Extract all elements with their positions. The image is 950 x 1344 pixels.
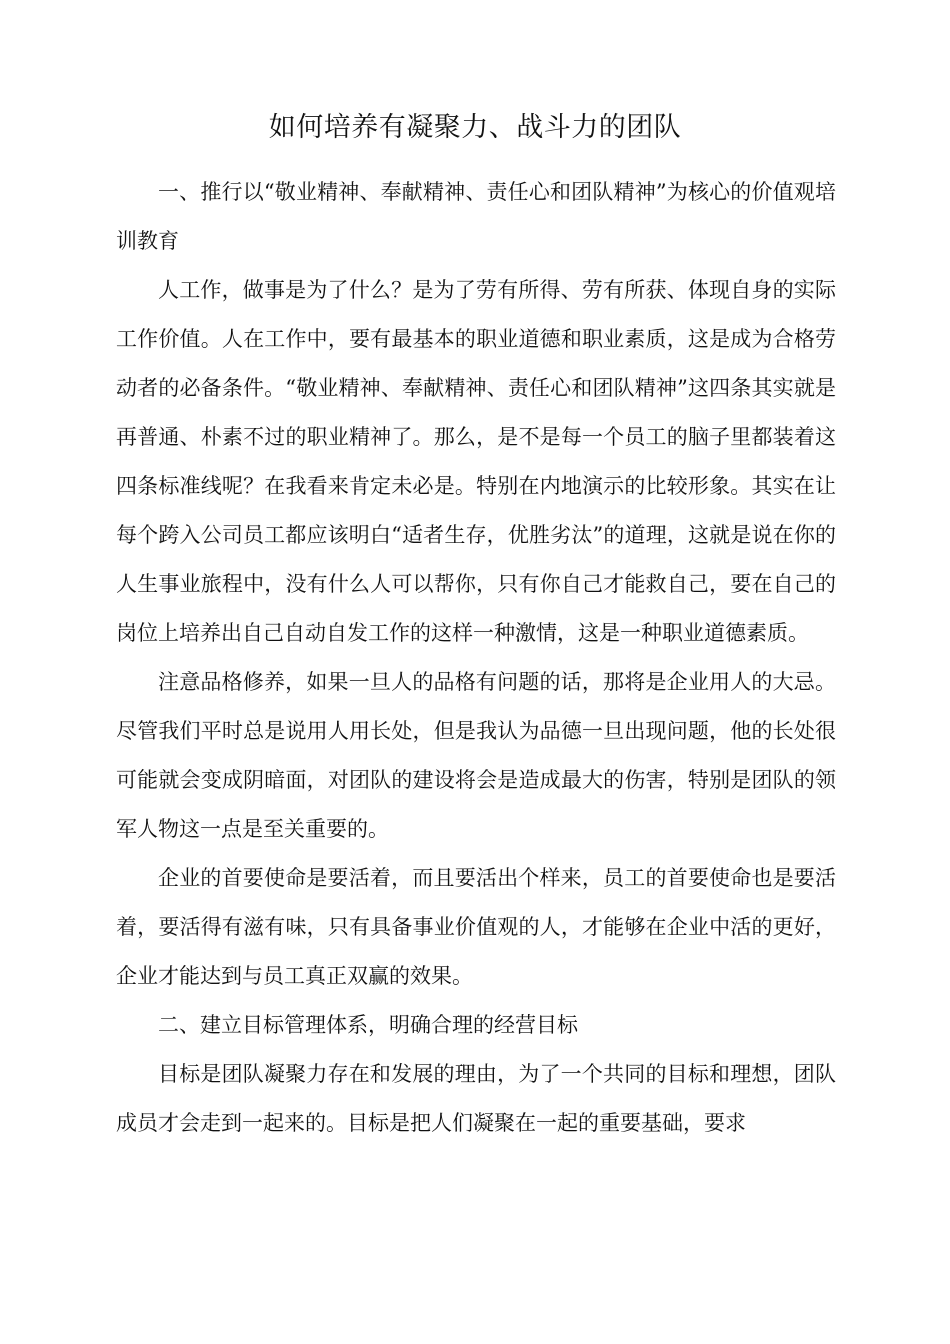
- body-paragraph: 目标是团队凝聚力存在和发展的理由，为了一个共同的目标和理想，团队成员才会走到一起来的。目标是把人们凝聚在一起的重要基础，要求: [116, 1062, 836, 1135]
- body-paragraph: 企业的首要使命是要活着，而且要活出个样来，员工的首要使命也是要活着，要活得有滋有味，只有具备事业价值观的人，才能够在企业中活的更好，企业才能达到与员工真正双赢的效果。: [116, 866, 836, 988]
- section-heading-1: 一、推行以“敬业精神、奉献精神、责任心和团队精神”为核心的价值观培训教育: [116, 180, 836, 253]
- body-paragraph: 人工作，做事是为了什么？是为了劳有所得、劳有所获、体现自身的实际工作价值。人在工作中，要有最基本的职业道德和职业素质，这是成为合格劳动者的必备条件。“敬业精神、奉献精神、责任心和团队精神”这四条其实就是再普通、朴素不过的职业精神了。那么，是不是每一个员工的脑子里都装着这四条标准线呢？在我看来肯定未必是。特别在内地演示的比较形象。其实在让每个跨入公司员工都应该明白“适者生存，优胜劣汰”的道理，这就是说在你的人生事业旅程中，没有什么人可以帮你，只有你自己才能救自己，要在自己的岗位上培养出自己自动自发工作的这样一种激情，这是一种职业道德素质。: [116, 278, 836, 645]
- document-title: 如何培养有凝聚力、战斗力的团队: [268, 112, 682, 143]
- section-heading-2: 二、建立目标管理体系，明确合理的经营目标: [158, 1013, 578, 1037]
- body-paragraph: 注意品格修养，如果一旦人的品格有问题的话，那将是企业用人的大忌。尽管我们平时总是说用人用长处，但是我认为品德一旦出现问题，他的长处很可能就会变成阴暗面，对团队的建设将会是造成最大的伤害，特别是团队的领军人物这一点是至关重要的。: [116, 670, 836, 841]
- document-body: [116, 168, 836, 1148]
